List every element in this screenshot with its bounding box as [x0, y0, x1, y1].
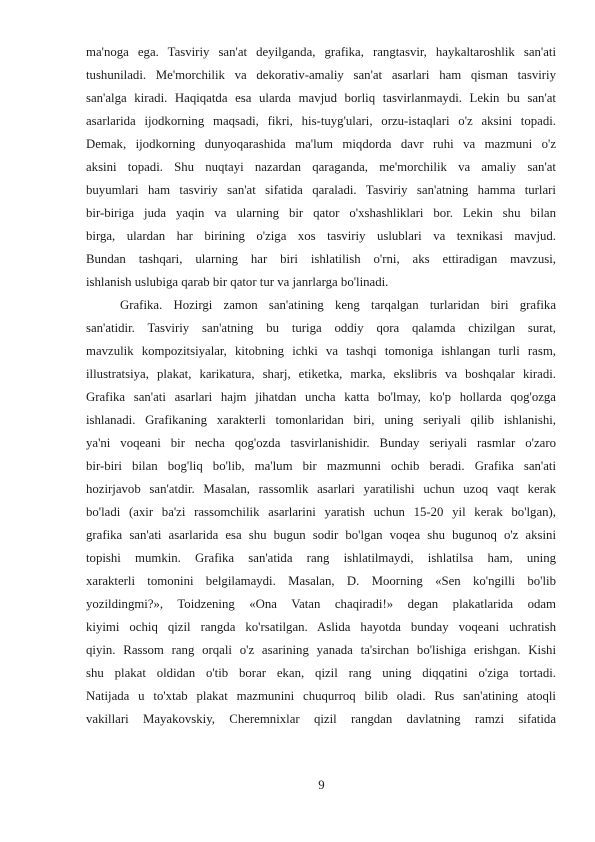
text-line: ishlanish uslubiga qarab bir qator tur va janrlarga bo'linadi.: [86, 275, 389, 289]
text-line: Natijada u to'xtab plakat mazmunini chuqurroq bilib oladi. Rus san'atining atoqli: [86, 689, 556, 703]
text-line: bo'ladi (axir ba'zi rassomchilik asarlarini yaratish uchun 15-20 yil kerak bo'lgan),: [86, 505, 556, 519]
text-line: tushuniladi. Me'morchilik va dekorativ-amaliy san'at asarlari ham qisman tasviriy: [86, 68, 556, 82]
text-line: san'atidir. Tasviriy san'atning bu turiga oddiy qora qalamda chizilgan surat,: [86, 321, 556, 335]
text-line: asarlarida ijodkorning maqsadi, fikri, his-tuyg'ulari, orzu-istaqlari o'z aksini topadi.: [86, 114, 556, 128]
text-line: vakillari Mayakovskiy, Cheremnixlar qizil rangdan davlatning ramzi sifatida: [86, 712, 556, 726]
text-line: ya'ni voqeani bir necha qog'ozda tasvirlanishidir. Bunday seriyali rasmlar o'zaro: [86, 436, 556, 450]
text-line: buyumlari ham tasviriy san'at sifatida qaraladi. Tasviriy san'atning hamma turlari: [86, 183, 556, 197]
page-body: [86, 41, 556, 731]
text-line: qiyin. Rassom rang orqali o'z asarining yanada ta'sirchan bo'lishiga erishgan. Kishi: [86, 643, 556, 657]
text-line: kiyimi ochiq qizil rangda ko'rsatilgan. Aslida hayotda bunday voqeani uchratish: [86, 620, 556, 634]
text-line: Grafika. Hozirgi zamon san'atining keng tarqalgan turlaridan biri grafika: [120, 298, 556, 312]
paragraph: [86, 41, 556, 294]
text-line: hozirjavob san'atdir. Masalan, rassomlik asarlari yaratilishi uchun uzoq vaqt kerak: [86, 482, 556, 496]
text-line: shu plakat oldidan o'tib borar ekan, qizil rang uning diqqatini o'ziga tortadi.: [86, 666, 556, 680]
text-line: ma'noga ega. Tasviriy san'at deyilganda, grafika, rangtasvir, haykaltaroshlik san'ati: [86, 45, 556, 59]
text-line: grafika san'ati asarlarida esa shu bugun sodir bo'lgan voqea shu bugunoq o'z aksini: [86, 528, 556, 542]
text-line: bir-biri bilan bog'liq bo'lib, ma'lum bir mazmunni ochib beradi. Grafika san'ati: [86, 459, 556, 473]
text-line: Demak, ijodkorning dunyoqarashida ma'lum miqdorda davr ruhi va mazmuni o'z: [86, 137, 556, 151]
text-line: illustratsiya, plakat, karikatura, sharj, etiketka, marka, ekslibris va boshqalar kiradi.: [86, 367, 556, 381]
text-line: birga, ulardan har birining o'ziga xos tasviriy uslublari va texnikasi mavjud.: [86, 229, 556, 243]
page-number: 9: [318, 778, 325, 792]
text-line: ishlanadi. Grafikaning xarakterli tomonlaridan biri, uning seriyali qilib ishlanishi,: [86, 413, 556, 427]
paragraph: [86, 294, 556, 731]
text-line: xarakterli tomonini belgilamaydi. Masalan, D. Moorning «Sen ko'ngilli bo'lib: [86, 574, 556, 588]
text-line: yozildingmi?», Toidzening «Ona Vatan chaqiradi!» degan plakatlarida odam: [86, 597, 556, 611]
text-line: topishi mumkin. Grafika san'atida rang ishlatilmaydi, ishlatilsa ham, uning: [86, 551, 556, 565]
text-line: san'alga kiradi. Haqiqatda esa ularda mavjud borliq tasvirlanmaydi. Lekin bu san'at: [86, 91, 556, 105]
text-line: bir-biriga juda yaqin va ularning bir qator o'xshashliklari bor. Lekin shu bilan: [86, 206, 556, 220]
text-line: Grafika san'ati asarlari hajm jihatdan uncha katta bo'lmay, ko'p hollarda qog'ozga: [86, 390, 556, 404]
text-line: aksini topadi. Shu nuqtayi nazardan qaraganda, me'morchilik va amaliy san'at: [86, 160, 556, 174]
text-line: Bundan tashqari, ularning har biri ishlatilish o'rni, aks ettiradigan mavzusi,: [86, 252, 556, 266]
text-line: mavzulik kompozitsiyalar, kitobning ichki va tashqi tomoniga ishlangan turli rasm,: [86, 344, 556, 358]
